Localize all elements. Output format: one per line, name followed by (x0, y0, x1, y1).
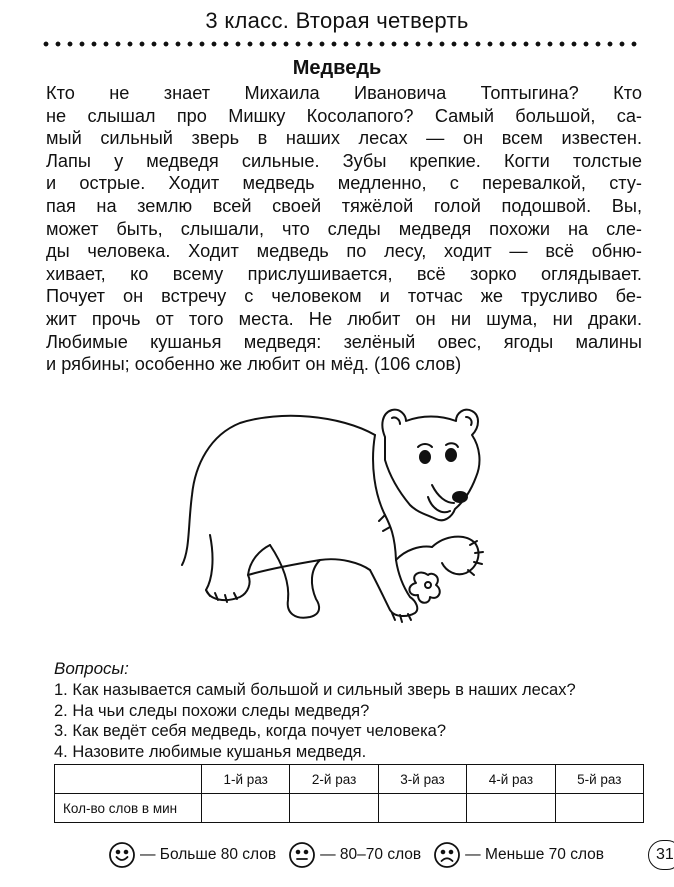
questions-list (54, 680, 576, 762)
column-header: 3-й раз (378, 765, 466, 794)
reading-speed-table (54, 764, 644, 823)
story-line: пая на землю всей своей тяжёлой голой подошвой. Вы, (46, 195, 642, 216)
page-header: 3 класс. Вторая четверть (205, 8, 469, 33)
story-line: не слышал про Мишку Косолапого? Самый большой, са- (46, 105, 642, 126)
question-item: 3. Как ведёт себя медведь, когда почует человека? (54, 722, 447, 740)
table-cell[interactable] (467, 794, 555, 823)
column-header: 5-й раз (555, 765, 643, 794)
question-item: 1. Как называется самый большой и сильный зверь в наших лесах? (54, 681, 576, 699)
story-line: хивает, ко всему прислушивается, всё зорко оглядывает. (46, 263, 642, 284)
smile-face-icon (108, 841, 136, 869)
column-header: 1-й раз (202, 765, 290, 794)
table-cell[interactable] (290, 794, 378, 823)
story-line: может быть, слышали, что следы медведя похожи на сле- (46, 218, 642, 239)
story-line: Кто не знает Михаила Ивановича Топтыгина? Кто (46, 83, 642, 103)
rating-legend (108, 841, 616, 869)
row-label: Кол-во слов в мин (55, 794, 202, 823)
legend-label: — Меньше 70 слов (465, 846, 605, 863)
question-item: 2. На чьи следы похожи следы медведя? (54, 701, 370, 720)
column-header: 4-й раз (467, 765, 555, 794)
question-item: 4. Назовите любимые кушанья медведя. (54, 742, 367, 761)
story-line: жит прочь от того места. Не любит он ни шума, ни драки. (46, 308, 642, 329)
story-line: Любимые кушанья медведя: зелёный овес, ягоды малины (46, 331, 642, 352)
table-cell[interactable] (555, 794, 643, 823)
page-number: 31 (648, 840, 674, 870)
story-title: Медведь (292, 57, 382, 79)
legend-label: — Больше 80 слов (140, 846, 277, 863)
sad-face-icon (433, 841, 461, 869)
neutral-face-icon (288, 841, 316, 869)
story-line: и острые. Ходит медведь медленно, с перевалкой, сту- (46, 173, 642, 194)
column-header: 2-й раз (290, 765, 378, 794)
story-text (46, 82, 642, 376)
dotted-divider (40, 40, 640, 48)
story-line: и рябины; особенно же любит он мёд. (106 слов) (46, 354, 462, 375)
table-row (55, 794, 644, 823)
table-header-row (55, 765, 644, 794)
story-line: Лапы у медведя сильные. Зубы крепкие. Когти толстые (46, 150, 642, 171)
table-corner-cell (55, 765, 202, 794)
story-line: Почует он встречу с человеком и тотчас же трусливо бе- (46, 286, 642, 307)
legend-label: — 80–70 слов (320, 846, 422, 863)
questions-heading: Вопросы: (54, 659, 129, 678)
story-line: мый сильный зверь в наших лесах — он всем известен. (46, 128, 642, 149)
table-cell[interactable] (378, 794, 466, 823)
table-cell[interactable] (202, 794, 290, 823)
story-line: ды человека. Ходит медведь по лесу, ходит — всё обню- (46, 241, 642, 262)
bear-illustration-icon (170, 385, 500, 645)
